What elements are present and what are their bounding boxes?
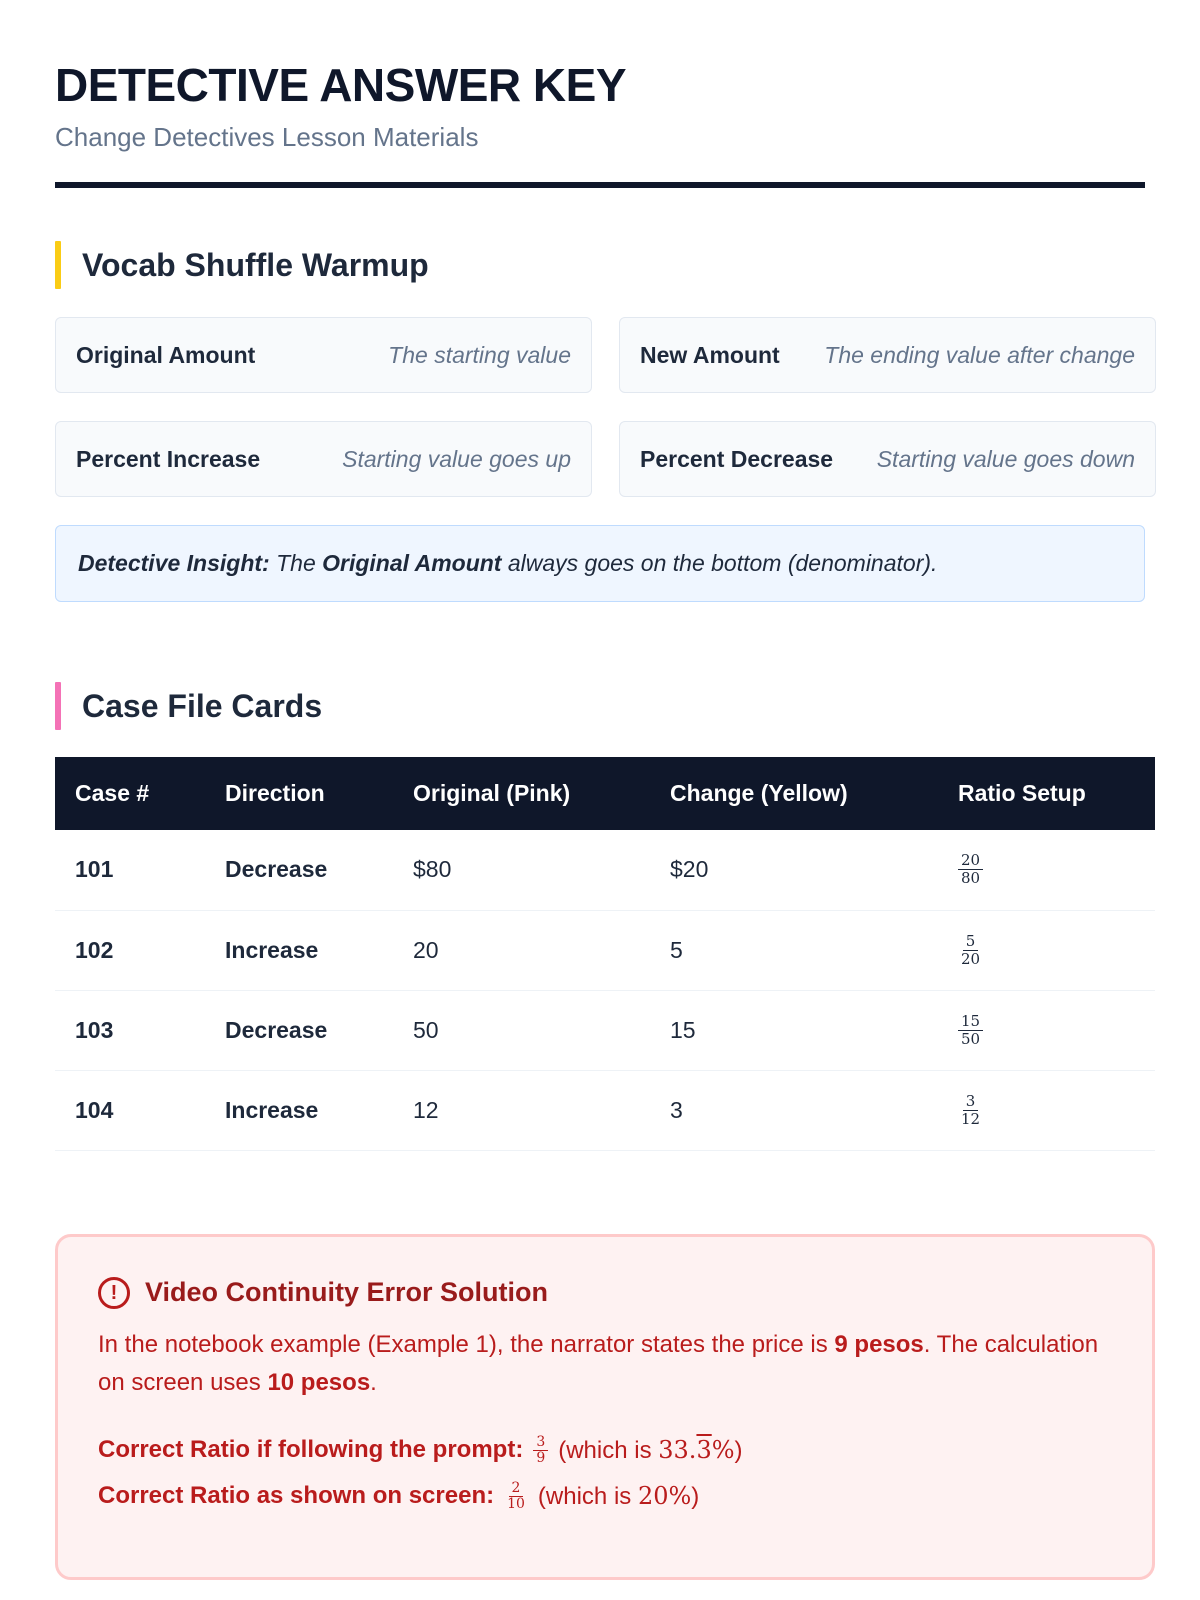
vocab-accent-bar	[55, 241, 61, 289]
ratio-fraction	[958, 852, 983, 887]
case-direction: Decrease	[205, 990, 393, 1070]
ratio-fraction	[958, 1093, 983, 1128]
error-header	[98, 1277, 1112, 1309]
column-header-ratio: Ratio Setup	[958, 780, 1086, 806]
ratio-prompt-note: (which is 33.3%)	[558, 1435, 743, 1464]
case-direction: Decrease	[205, 830, 393, 910]
vocab-section-title: Vocab Shuffle Warmup	[82, 246, 429, 283]
ratio-denominator: 50	[961, 1029, 981, 1048]
column-header-original: Original (Pink)	[413, 780, 571, 806]
ratio-denominator: 9	[536, 1449, 546, 1466]
ratio-screen-fraction	[504, 1481, 528, 1512]
case-change: $20	[650, 830, 938, 910]
ratio-prompt-line	[98, 1435, 1112, 1466]
error-body-text: .	[370, 1368, 377, 1396]
ratio-screen-note: (which is 20%)	[537, 1481, 700, 1510]
alert-circle-icon: !	[98, 1277, 130, 1309]
table-header-row	[55, 757, 1155, 830]
ratio-prompt-fraction	[533, 1435, 548, 1466]
case-ratio	[938, 990, 1155, 1070]
case-original: $80	[393, 830, 650, 910]
page-title: DETECTIVE ANSWER KEY	[55, 59, 627, 111]
case-change: 5	[650, 910, 938, 990]
vocab-card	[619, 317, 1156, 393]
error-body-highlight: 9 pesos	[834, 1330, 924, 1358]
ratio-fraction	[958, 933, 983, 968]
case-section-title: Case File Cards	[82, 687, 323, 724]
case-ratio	[938, 830, 1155, 910]
table-row	[55, 830, 1155, 910]
ratio-numerator: 15	[958, 1013, 983, 1031]
ratio-numerator: 20	[958, 852, 983, 870]
ratio-numerator: 3	[963, 1093, 979, 1111]
header-divider	[55, 182, 1145, 188]
ratio-screen-value: 20%	[637, 1481, 692, 1510]
case-change: 15	[650, 990, 938, 1070]
case-change: 3	[650, 1070, 938, 1150]
error-body-text: In the notebook example (Example 1), the narrator states the price is	[98, 1330, 828, 1358]
insight-label: Detective Insight:	[78, 550, 270, 576]
case-file-table	[55, 757, 1155, 1151]
case-original: 12	[393, 1070, 650, 1150]
insight-text-before: The	[276, 550, 316, 576]
page-header	[55, 0, 1145, 188]
ratio-denominator: 12	[961, 1109, 981, 1128]
table-row	[55, 910, 1155, 990]
vocab-term: Percent Decrease	[640, 445, 834, 472]
case-original: 50	[393, 990, 650, 1070]
page-subtitle: Change Detectives Lesson Materials	[55, 122, 479, 152]
column-header-change: Change (Yellow)	[670, 780, 848, 806]
continuity-error-box	[55, 1234, 1155, 1580]
case-number: 102	[55, 910, 205, 990]
ratio-numerator: 2	[509, 1481, 524, 1497]
error-title: Video Continuity Error Solution	[145, 1277, 548, 1307]
table-row	[55, 1070, 1155, 1150]
case-section-header	[55, 682, 1145, 730]
ratio-numerator: 3	[533, 1435, 548, 1451]
vocab-definition: Starting value goes down	[876, 445, 1135, 472]
ratio-screen-label: Correct Ratio as shown on screen:	[98, 1482, 495, 1509]
case-direction: Increase	[205, 910, 393, 990]
vocab-term: New Amount	[640, 341, 780, 368]
table-row	[55, 990, 1155, 1070]
ratio-denominator: 10	[507, 1495, 525, 1512]
case-number: 101	[55, 830, 205, 910]
vocab-term: Original Amount	[76, 341, 256, 368]
error-body-text: . The calculation on screen uses	[98, 1330, 1099, 1396]
insight-text-after: always goes on the bottom (denominator).	[507, 550, 938, 576]
vocab-grid	[55, 317, 1145, 497]
column-header-direction: Direction	[225, 780, 325, 806]
vocab-definition: The starting value	[388, 341, 571, 368]
case-accent-bar	[55, 682, 61, 730]
ratio-denominator: 20	[961, 949, 981, 968]
vocab-card	[55, 317, 592, 393]
detective-insight-callout	[55, 525, 1145, 602]
error-body	[98, 1326, 1112, 1402]
column-header-case: Case #	[75, 780, 150, 806]
case-number: 103	[55, 990, 205, 1070]
case-ratio	[938, 1070, 1155, 1150]
error-body-highlight: 10 pesos	[267, 1368, 371, 1396]
ratio-fraction	[958, 1013, 983, 1048]
case-ratio	[938, 910, 1155, 990]
case-original: 20	[393, 910, 650, 990]
vocab-term: Percent Increase	[76, 445, 261, 472]
ratio-numerator: 5	[963, 933, 979, 951]
ratio-screen-line	[98, 1481, 1112, 1512]
ratio-denominator: 80	[961, 869, 981, 888]
vocab-card	[619, 421, 1156, 497]
vocab-definition: Starting value goes up	[342, 445, 571, 472]
ratio-prompt-label: Correct Ratio if following the prompt:	[98, 1436, 524, 1463]
ratio-prompt-value: 33.3%	[658, 1435, 735, 1464]
vocab-card	[55, 421, 592, 497]
vocab-section-header	[55, 241, 1145, 289]
case-direction: Increase	[205, 1070, 393, 1150]
insight-highlight: Original Amount	[322, 550, 502, 576]
vocab-definition: The ending value after change	[824, 341, 1135, 368]
case-number: 104	[55, 1070, 205, 1150]
